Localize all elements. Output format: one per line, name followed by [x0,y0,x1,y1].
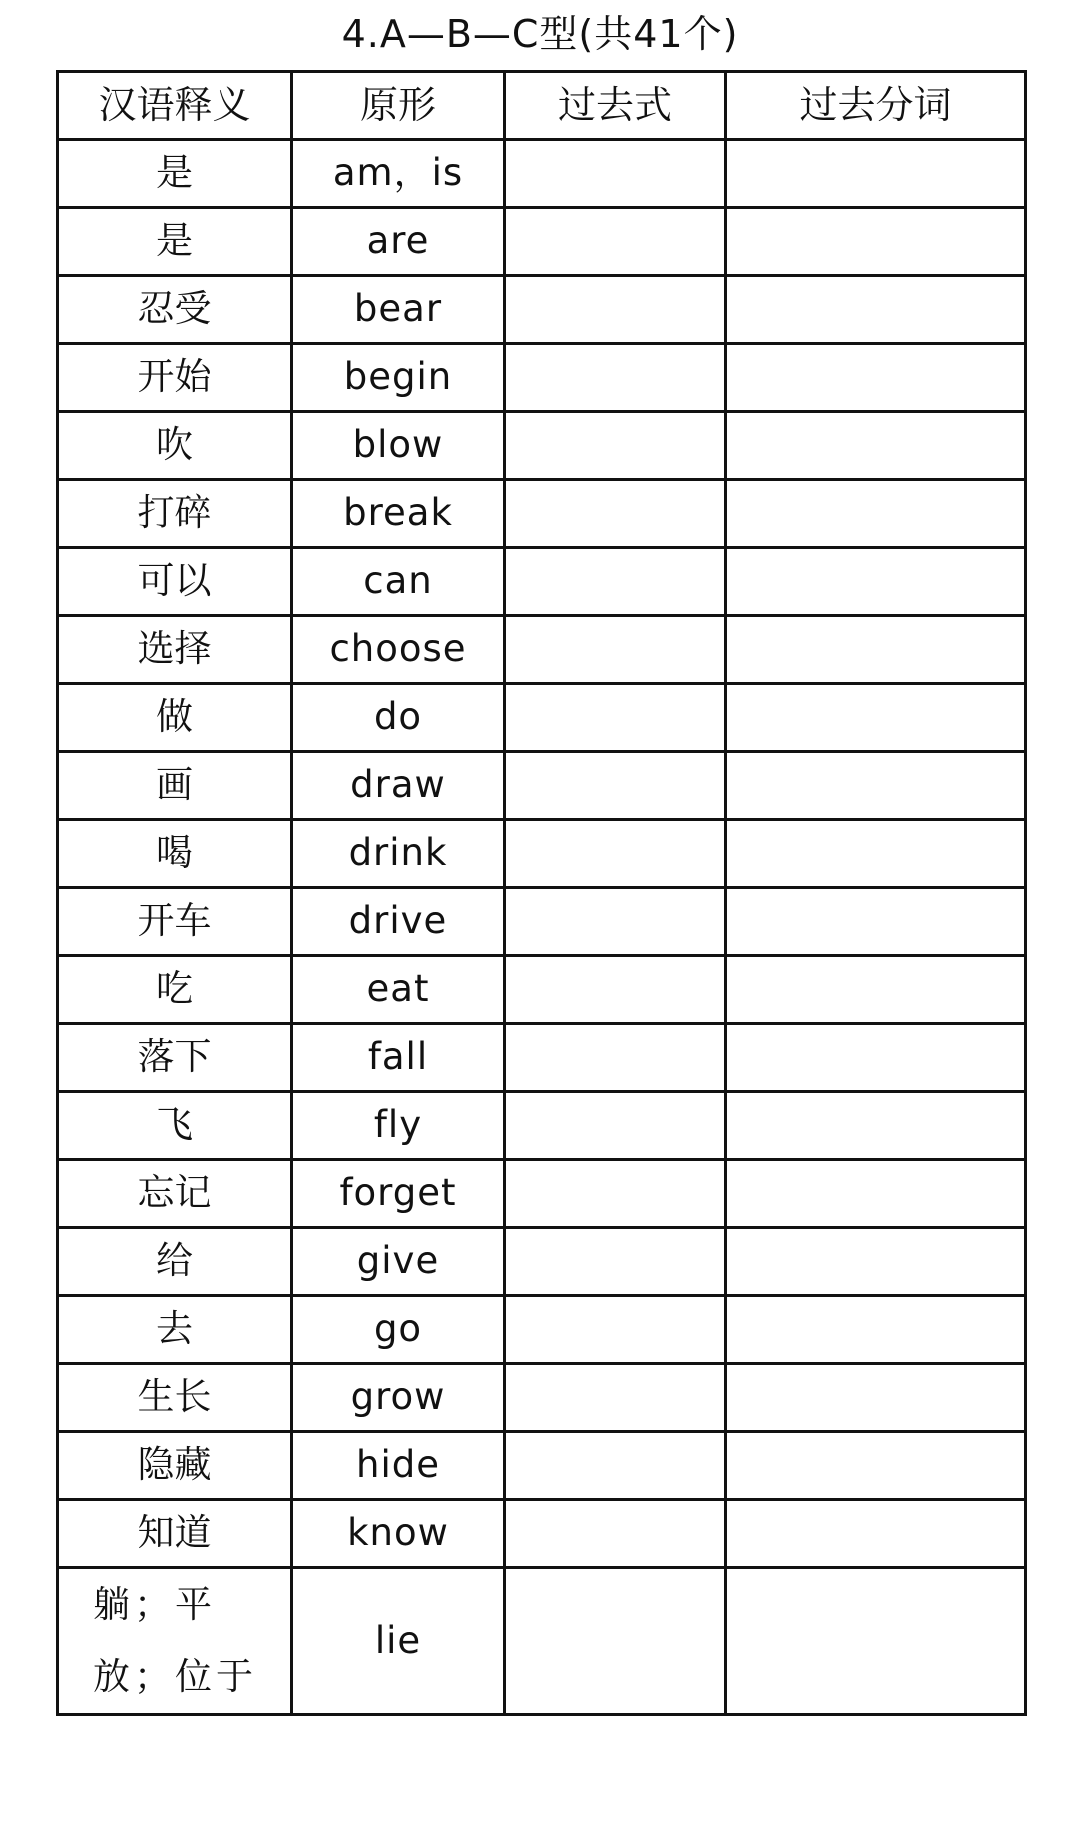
past-participle-cell [726,140,1026,208]
past-participle-cell [726,956,1026,1024]
meaning-cell: 开车 [58,888,292,956]
table-row [58,684,1026,752]
base-form-cell: am，is [292,140,505,208]
base-form-cell: blow [292,412,505,480]
past-tense-cell [505,480,726,548]
base-form-cell: grow [292,1364,505,1432]
past-participle-cell [726,888,1026,956]
table-row [58,1568,1026,1715]
past-tense-cell [505,1228,726,1296]
table-row [58,1432,1026,1500]
table-row [58,1500,1026,1568]
base-form-cell: break [292,480,505,548]
meaning-cell: 做 [58,684,292,752]
meaning-cell: 打碎 [58,480,292,548]
past-participle-cell [726,820,1026,888]
meaning-cell: 落下 [58,1024,292,1092]
base-form-cell: drive [292,888,505,956]
table-row [58,412,1026,480]
meaning-cell: 开始 [58,344,292,412]
base-form-cell: bear [292,276,505,344]
meaning-cell: 知道 [58,1500,292,1568]
past-tense-cell [505,1296,726,1364]
past-participle-cell [726,684,1026,752]
past-participle-cell [726,1228,1026,1296]
base-form-cell: can [292,548,505,616]
table-row [58,616,1026,684]
past-tense-cell [505,1092,726,1160]
table-row [58,888,1026,956]
past-participle-cell [726,1568,1026,1715]
base-form-cell: fly [292,1092,505,1160]
past-tense-cell [505,208,726,276]
meaning-cell: 可以 [58,548,292,616]
meaning-cell: 给 [58,1228,292,1296]
table-row [58,1296,1026,1364]
header-row [58,72,1026,140]
base-form-cell: are [292,208,505,276]
table-row [58,1228,1026,1296]
table-row [58,1364,1026,1432]
table-row [58,344,1026,412]
meaning-cell: 吃 [58,956,292,1024]
past-tense-cell [505,1160,726,1228]
meaning-cell: 画 [58,752,292,820]
table-body [58,140,1026,1715]
past-tense-cell [505,888,726,956]
meaning-cell: 忘记 [58,1160,292,1228]
past-tense-cell [505,616,726,684]
header-base-form: 原形 [292,72,505,140]
past-participle-cell [726,752,1026,820]
past-tense-cell [505,1364,726,1432]
table-row [58,1160,1026,1228]
past-tense-cell [505,956,726,1024]
past-participle-cell [726,412,1026,480]
past-participle-cell [726,616,1026,684]
base-form-cell: lie [292,1568,505,1715]
past-participle-cell [726,480,1026,548]
past-tense-cell [505,1568,726,1715]
base-form-cell: eat [292,956,505,1024]
meaning-cell: 是 [58,140,292,208]
base-form-cell: hide [292,1432,505,1500]
table-row [58,752,1026,820]
base-form-cell: do [292,684,505,752]
meaning-cell: 喝 [58,820,292,888]
header-past-participle: 过去分词 [726,72,1026,140]
table-row [58,820,1026,888]
past-participle-cell [726,1092,1026,1160]
base-form-cell: draw [292,752,505,820]
meaning-cell: 选择 [58,616,292,684]
table-row [58,1024,1026,1092]
base-form-cell: choose [292,616,505,684]
header-past-tense: 过去式 [505,72,726,140]
past-tense-cell [505,344,726,412]
base-form-cell: know [292,1500,505,1568]
past-tense-cell [505,140,726,208]
past-tense-cell [505,820,726,888]
past-participle-cell [726,1024,1026,1092]
base-form-cell: begin [292,344,505,412]
past-tense-cell [505,1500,726,1568]
base-form-cell: give [292,1228,505,1296]
table-row [58,140,1026,208]
past-participle-cell [726,1160,1026,1228]
table-row [58,548,1026,616]
table-row [58,956,1026,1024]
past-participle-cell [726,1296,1026,1364]
meaning-cell: 隐藏 [58,1432,292,1500]
meaning-cell: 去 [58,1296,292,1364]
past-participle-cell [726,1432,1026,1500]
base-form-cell: drink [292,820,505,888]
past-participle-cell [726,276,1026,344]
table-row [58,276,1026,344]
meaning-cell: 飞 [58,1092,292,1160]
base-form-cell: go [292,1296,505,1364]
past-participle-cell [726,1364,1026,1432]
past-tense-cell [505,548,726,616]
past-participle-cell [726,548,1026,616]
past-tense-cell [505,1432,726,1500]
table-row [58,480,1026,548]
past-tense-cell [505,1024,726,1092]
meaning-cell: 生长 [58,1364,292,1432]
table-row [58,1092,1026,1160]
header-meaning: 汉语释义 [58,72,292,140]
verb-table [56,70,1027,1716]
past-participle-cell [726,208,1026,276]
meaning-cell: 忍受 [58,276,292,344]
meaning-cell: 是 [58,208,292,276]
past-tense-cell [505,412,726,480]
page-title: 4.A—B—C型(共41个) [341,12,739,56]
table-row [58,208,1026,276]
meaning-cell: 躺；平放；位于 [58,1568,292,1715]
base-form-cell: fall [292,1024,505,1092]
meaning-cell: 吹 [58,412,292,480]
past-tense-cell [505,276,726,344]
past-tense-cell [505,752,726,820]
past-participle-cell [726,1500,1026,1568]
past-participle-cell [726,344,1026,412]
past-tense-cell [505,684,726,752]
base-form-cell: forget [292,1160,505,1228]
